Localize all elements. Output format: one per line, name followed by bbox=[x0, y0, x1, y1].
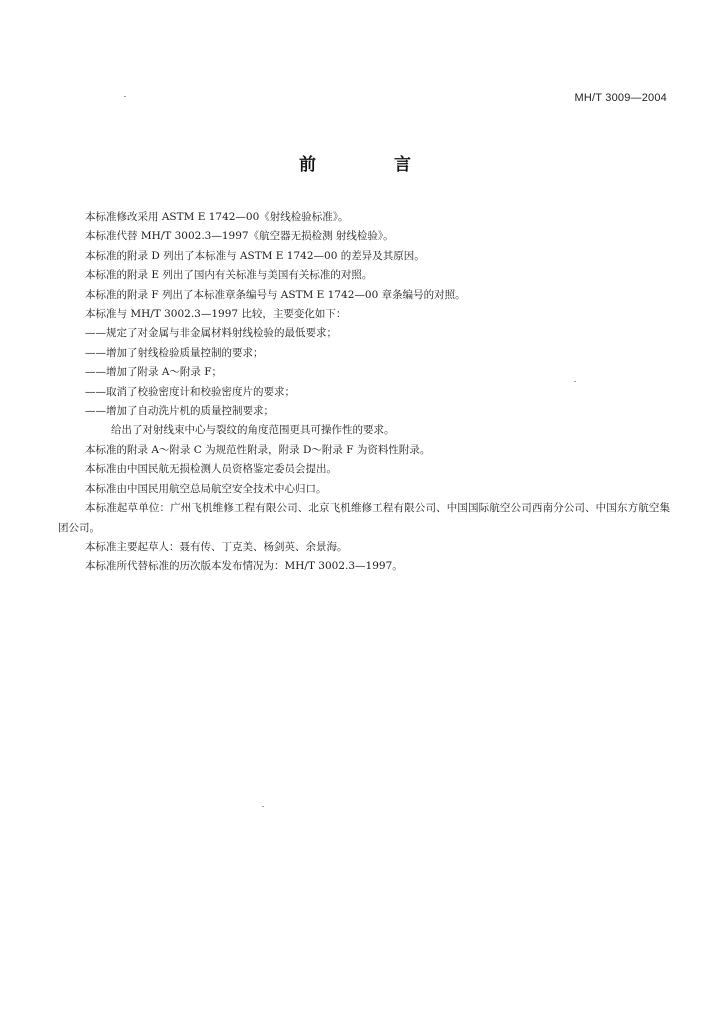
change-item-4: ——取消了校验密度计和校验密度片的要求； bbox=[85, 385, 295, 398]
change-item-5: ——增加了自动洗片机的质量控制要求； bbox=[85, 405, 274, 418]
paragraph-annex-types: 本标准的附录 A～附录 C 为规范性附录，附录 D～附录 F 为资料性附录。 bbox=[85, 443, 431, 456]
paragraph-annex-f: 本标准的附录 F 列出了本标准章条编号与 ASTM E 1742—00 章条编号的对照。 bbox=[85, 288, 466, 301]
change-item-2: ——增加了射线检验质量控制的要求； bbox=[85, 346, 264, 359]
paragraph-drafting-units: 本标准起草单位：广州飞机维修工程有限公司、北京飞机维修工程有限公司、中国国际航空公司西南分公司、中国东方航空集团公司。 bbox=[58, 502, 670, 534]
paragraph-replaces: 本标准代替 MH/T 3002.3—1997《航空器无损检测 射线检验》。 bbox=[85, 230, 394, 243]
page-title: 前 言 bbox=[299, 155, 447, 175]
change-item-3: ——增加了附录 A～附录 F； bbox=[85, 366, 223, 379]
paragraph-changes-intro: 本标准与 MH/T 3002.3—1997 比较，主要变化如下： bbox=[85, 308, 347, 321]
paragraph-proposed-by: 本标准由中国民航无损检测人员资格鉴定委员会提出。 bbox=[85, 463, 337, 476]
standard-number: MH/T 3009—2004 bbox=[574, 92, 667, 104]
change-item-1: ——规定了对金属与非金属材料射线检验的最低要求； bbox=[85, 327, 337, 340]
paragraph-previous-editions: 本标准所代替标准的历次版本发布情况为：MH/T 3002.3—1997。 bbox=[85, 560, 403, 573]
paragraph-centralized-by: 本标准由中国民用航空总局航空安全技术中心归口。 bbox=[85, 482, 327, 495]
scan-speck bbox=[262, 806, 264, 807]
paragraph-adoption: 本标准修改采用 ASTM E 1742—00《射线检验标准》。 bbox=[85, 211, 349, 223]
foreword-body bbox=[58, 208, 670, 577]
paragraph-annex-e: 本标准的附录 E 列出了国内有关标准与美国有关标准的对照。 bbox=[85, 269, 373, 282]
paragraph-annex-d: 本标准的附录 D 列出了本标准与 ASTM E 1742—00 的差异及其原因。 bbox=[85, 249, 425, 262]
scan-speck bbox=[574, 381, 576, 382]
paragraph-drafters: 本标准主要起草人：聂有传、丁克美、杨剑英、余景海。 bbox=[85, 540, 348, 553]
change-item-6: 给出了对射线束中心与裂纹的角度范围更具可操作性的要求。 bbox=[111, 424, 395, 437]
scan-speck bbox=[124, 96, 126, 97]
